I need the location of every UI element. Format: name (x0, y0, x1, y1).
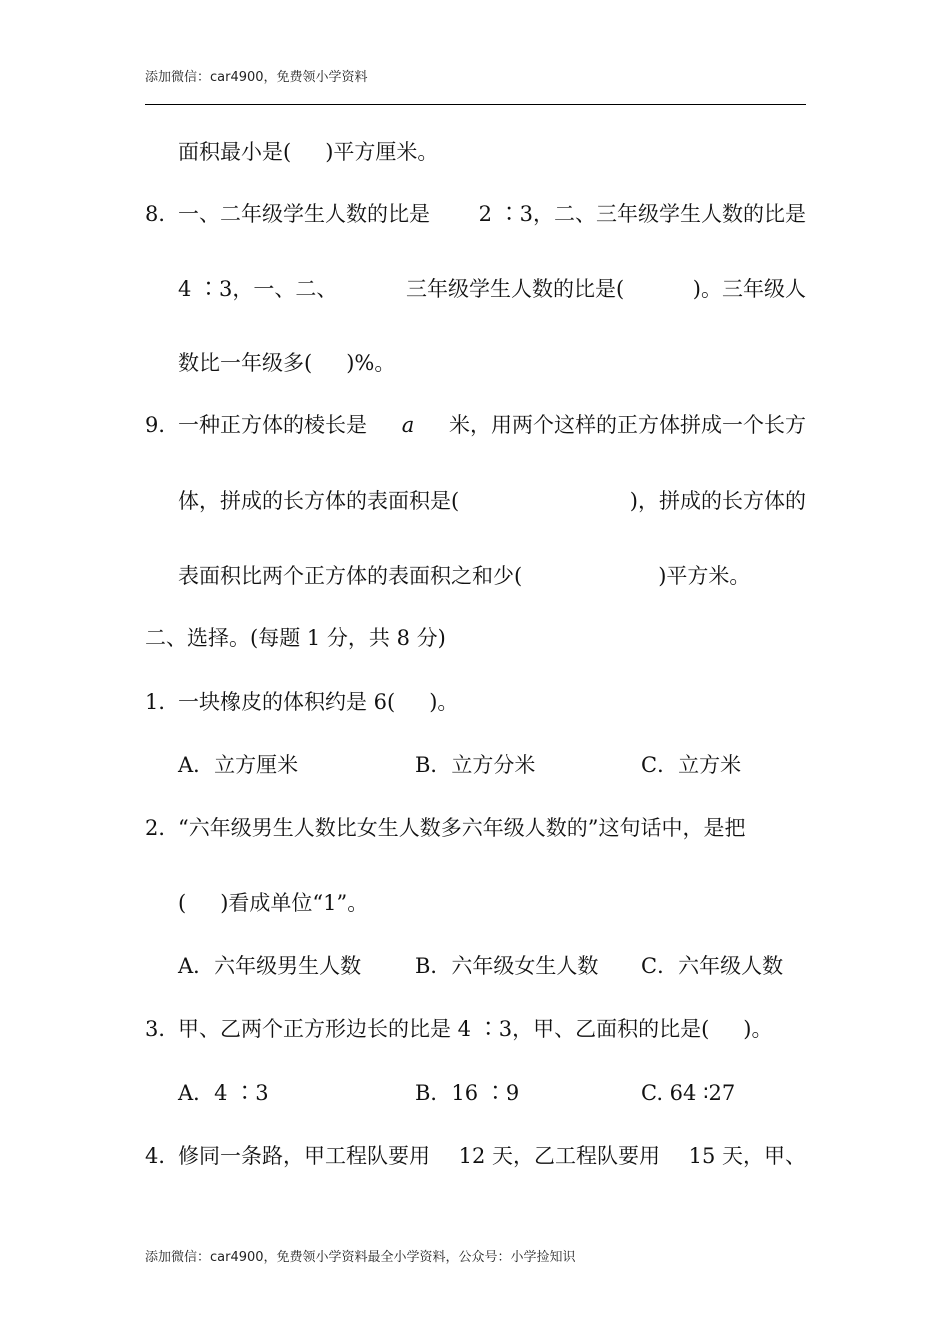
q9-l1-seg2: 米，用两个这样的正方体拼成一个长方 (449, 413, 806, 437)
c2-option-b: B．六年级女生人数 (415, 954, 599, 978)
section-title: 二、选择。(每题 1 分，共 8 分) (145, 626, 446, 650)
q8-line-2 (178, 275, 806, 303)
c3-number: 3． (145, 1017, 180, 1041)
c1-question (178, 688, 458, 716)
q8-l1-seg1: 一、二年级学生人数的比是 (178, 202, 430, 226)
c3-option-b: B．16 ∶9 (415, 1081, 520, 1105)
q9-l2-seg1: 体，拼成的长方体的表面积是( (178, 489, 460, 513)
header-note: 添加微信：car4900，免费领小学资料 (145, 70, 368, 85)
q9-l2-seg2: )，拼成的长方体的 (629, 489, 806, 513)
q9-l3-a: 表面积比两个正方体的表面积之和少( (178, 564, 523, 588)
c2-option-c: C．六年级人数 (641, 954, 784, 978)
q9-number: 9． (145, 413, 180, 437)
q9-line-1 (178, 411, 806, 439)
q8-number: 8． (145, 202, 180, 226)
c1-option-c: C．立方米 (641, 753, 742, 777)
q8-l3-a: 数比一年级多( (178, 351, 313, 375)
c2-line-1 (178, 814, 806, 842)
q9-line-2 (178, 487, 806, 515)
q9-l3-b: )平方米。 (658, 564, 751, 588)
q7-text-a: 面积最小是( (178, 140, 292, 164)
c1-text-b: )。 (429, 690, 459, 714)
c2-number: 2． (145, 816, 180, 840)
footer-note: 添加微信：car4900，免费领小学资料最全小学资料，公众号：小学捡知识 (145, 1250, 576, 1265)
c2-l2-b: )看成单位“1”。 (220, 891, 369, 915)
c3-option-c: C. 64 ∶27 (641, 1081, 736, 1105)
q7-text-b: )平方厘米。 (325, 140, 439, 164)
q7-line (178, 138, 438, 166)
c4-l1-seg3: 15 天，甲、 (688, 1144, 806, 1168)
q8-l3-b: )%。 (346, 351, 396, 375)
c3-text-a: 甲、乙两个正方形边长的比是 4 ∶3，甲、乙面积的比是( (178, 1017, 710, 1041)
c2-option-a: A．六年级男生人数 (178, 954, 362, 978)
c3-question (178, 1015, 772, 1043)
c1-text-a: 一块橡皮的体积约是 6( (178, 690, 396, 714)
c2-l1-seg1: “六年级男生人数比女生人数多六年级人数的”这句话中，是把 (178, 816, 746, 840)
c1-option-b: B．立方分米 (415, 753, 536, 777)
q9-l1-var: a (401, 413, 415, 437)
c1-option-a: A．立方厘米 (178, 753, 299, 777)
c4-number: 4． (145, 1144, 180, 1168)
c2-line-2 (178, 889, 368, 917)
c3-option-a: A．4 ∶3 (178, 1081, 269, 1105)
c2-l2-a: ( (178, 891, 187, 915)
q9-l1-seg1: 一种正方体的棱长是 (178, 413, 367, 437)
c1-number: 1． (145, 690, 180, 714)
header-rule (145, 104, 806, 105)
c4-l1-seg1: 修同一条路，甲工程队要用 (178, 1144, 430, 1168)
q8-l2-seg2: 三年级学生人数的比是( (406, 277, 625, 301)
c4-line-1 (178, 1142, 806, 1170)
q8-l2-seg3: )。三年级人 (692, 277, 806, 301)
c4-l1-seg2: 12 天，乙工程队要用 (458, 1144, 660, 1168)
q8-l1-seg2: 2 ∶3，二、三年级学生人数的比是 (478, 202, 806, 226)
c3-text-b: )。 (743, 1017, 773, 1041)
q8-l2-seg1: 4 ∶3，一、二、 (178, 277, 338, 301)
q9-line-3 (178, 562, 750, 590)
q8-line-3 (178, 349, 395, 377)
q8-line-1 (178, 200, 806, 228)
